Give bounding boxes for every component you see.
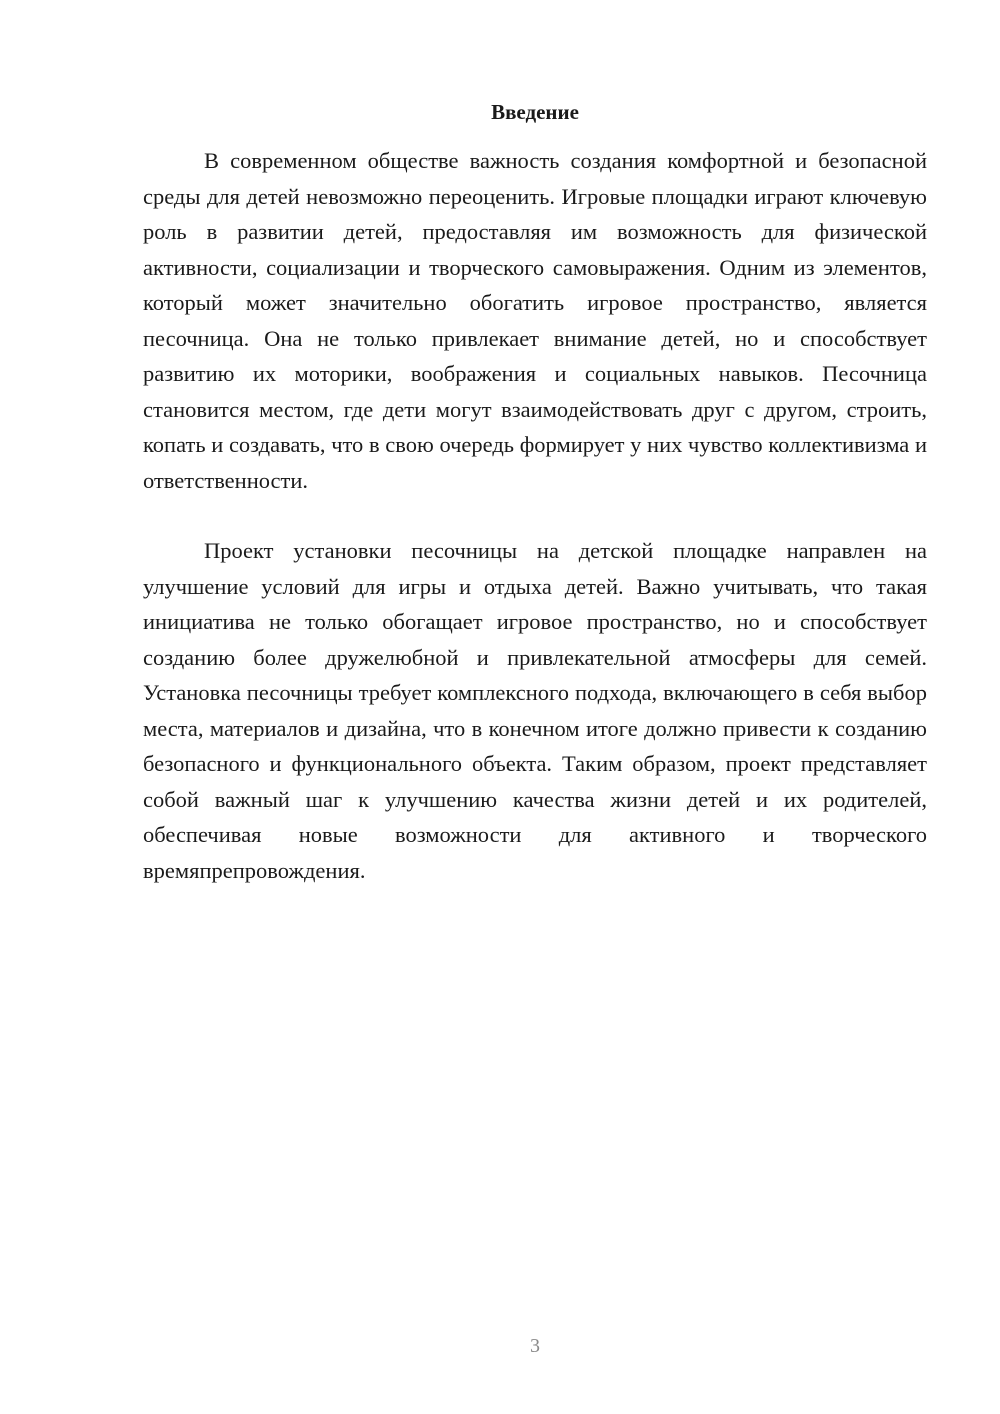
page-number: 3 [530,1335,540,1357]
body-text [143,143,927,888]
paragraph-2: Проект установки песочницы на детской площадке направлен на улучшение условий для игры и отдыха детей. Важно учитывать, что такая инициатива не только обогащает игровое пространство, но и способствует созданию более дружелюбной и привлекательной атмосферы для семей. Установка песочницы требует комплексного подхода, включающего в себя выбор места, материалов и дизайна, что в конечном итоге должно привести к созданию безопасного и функционального объекта. Таким образом, проект представляет собой важный шаг к улучшению качества жизни детей и их родителей, обеспечивая новые возможности для активного и творческого времяпрепровождения. [143,538,927,883]
section-heading: Введение [491,100,579,124]
paragraph-1: В современном обществе важность создания комфортной и безопасной среды для детей невозможно переоценить. Игровые площадки играют ключевую роль в развитии детей, предоставляя им возможность для физической активности, социализации и творческого самовыражения. Одним из элементов, который может значительно обогатить игровое пространство, является песочница. Она не только привлекает внимание детей, но и способствует развитию их моторики, воображения и социальных навыков. Песочница становится местом, где дети могут взаимодействовать друг с другом, строить, копать и создавать, что в свою очередь формирует у них чувство коллективизма и ответственности. [143,148,927,493]
